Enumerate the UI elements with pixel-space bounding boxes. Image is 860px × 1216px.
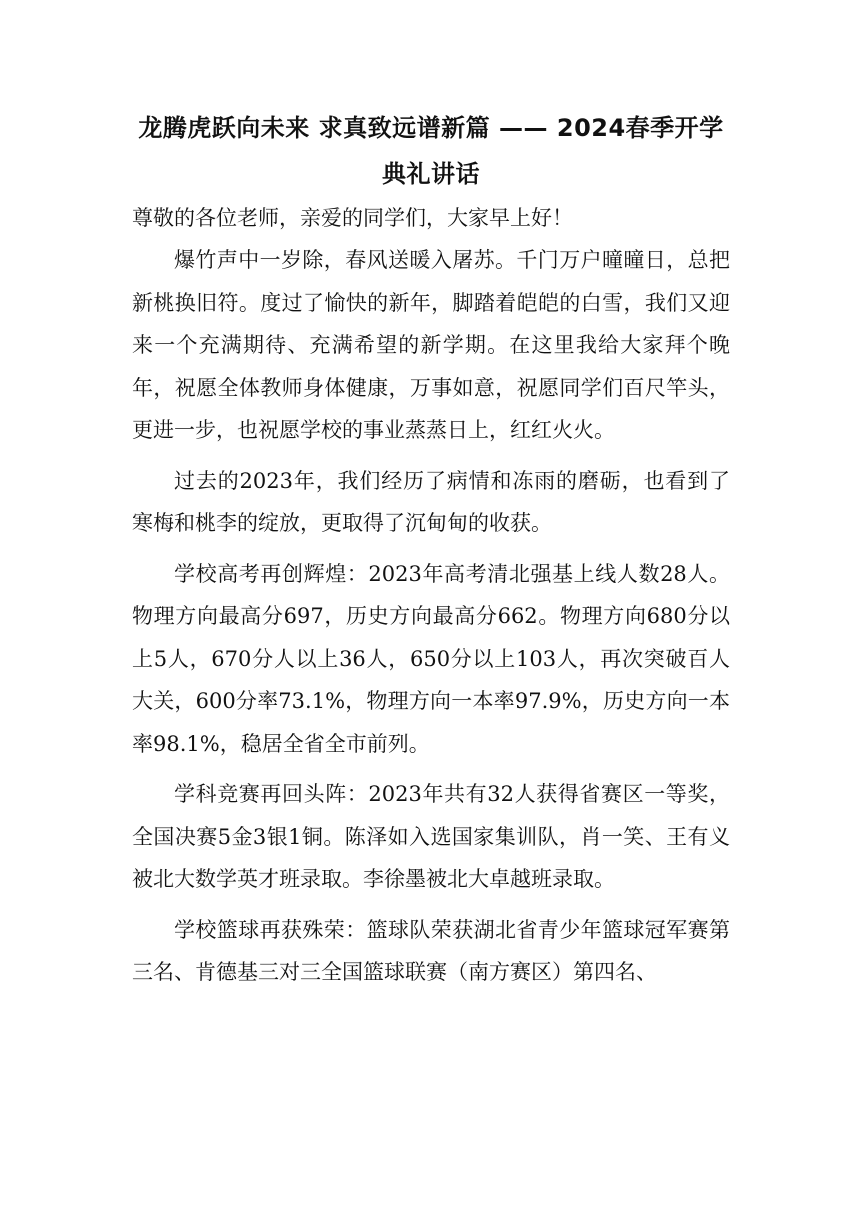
document-page: [132, 105, 730, 994]
document-title: 龙腾虎跃向未来 求真致远谱新篇 —— 2024春季开学典礼讲话: [138, 114, 724, 188]
paragraph-2023-review: 过去的2023年，我们经历了病情和冻雨的磨砺，也看到了寒梅和桃李的绽放，更取得了沉甸甸的收获。: [132, 468, 730, 535]
greeting-line: 尊敬的各位老师，亲爱的同学们，大家早上好！: [132, 206, 573, 230]
paragraph-basketball-honors: 学校篮球再获殊荣：篮球队荣获湖北省青少年篮球冠军赛第三名、肯德基三对三全国篮球联赛（南方赛区）第四名、: [132, 917, 730, 984]
paragraph-competition-results: 学科竞赛再回头阵：2023年共有32人获得省赛区一等奖，全国决赛5金3银1铜。陈泽如入选国家集训队，肖一笑、王有义被北大数学英才班录取。李徐墨被北大卓越班录取。: [132, 782, 730, 891]
paragraph-gaokao-results: 学校高考再创辉煌：2023年高考清北强基上线人数28人。物理方向最高分697，历史方向最高分662。物理方向680分以上5人，670分人以上36人，650分以上103人，再次突破百人大关，600分率73.1%，物理方向一本率97.9%，历史方向一本率98.1%，稳居全省全市前列。: [132, 561, 730, 756]
paragraph-new-year: 爆竹声中一岁除，春风送暖入屠苏。千门万户曈曈日，总把新桃换旧符。度过了愉快的新年，脚踏着皑皑的白雪，我们又迎来一个充满期待、充满希望的新学期。在这里我给大家拜个晚年，祝愿全体教师身体健康，万事如意，祝愿同学们百尺竿头，更进一步，也祝愿学校的事业蒸蒸日上，红红火火。: [132, 248, 730, 442]
